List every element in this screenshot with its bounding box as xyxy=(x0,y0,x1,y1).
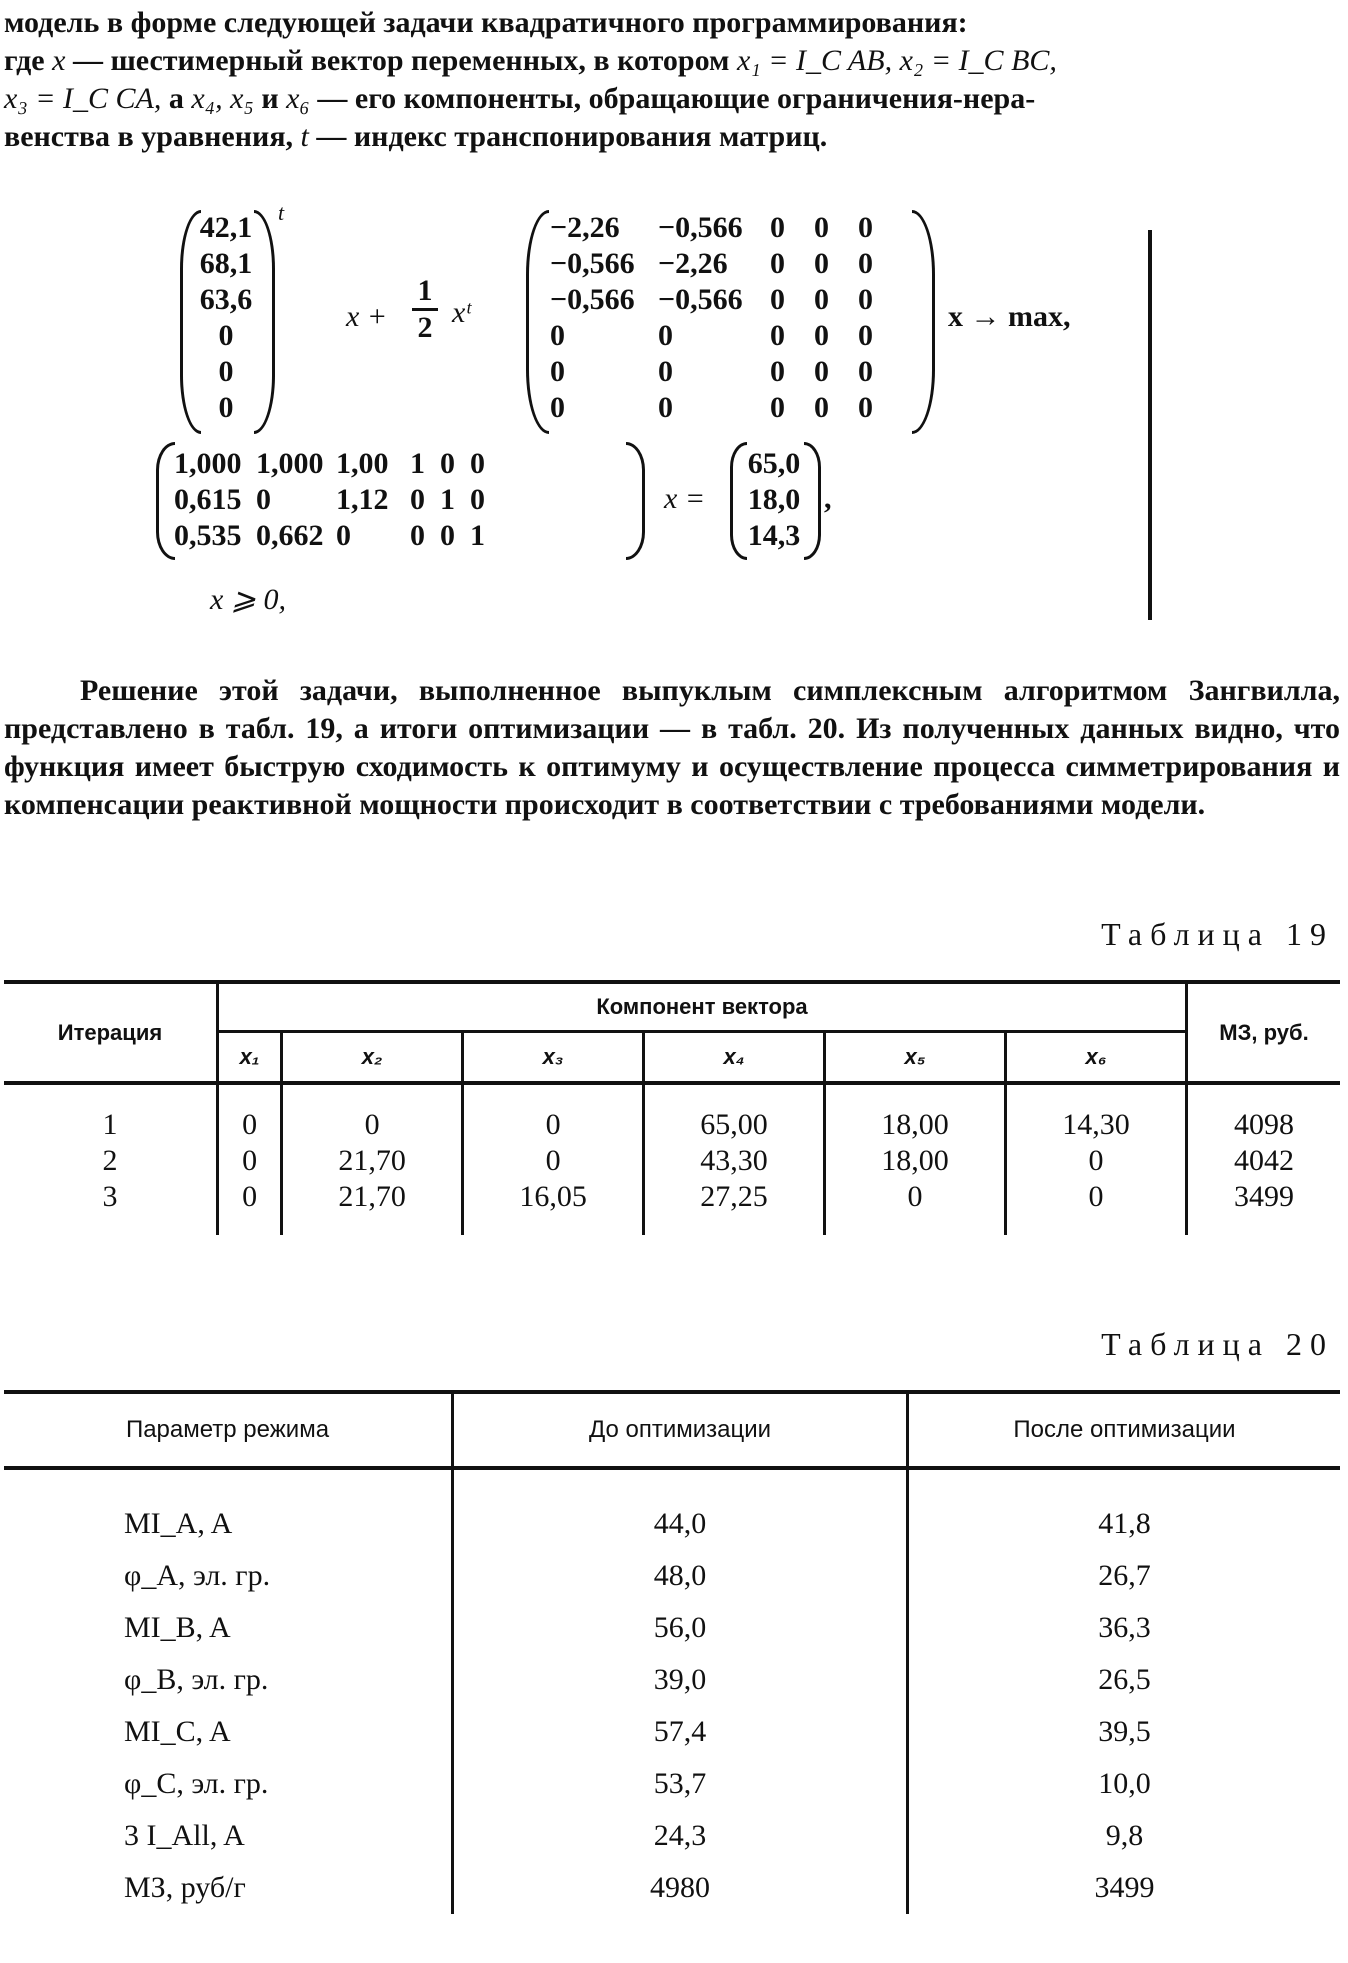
q-matrix-cell: −0,566 xyxy=(550,247,635,280)
t19-header-iteration: Итерация xyxy=(4,982,218,1083)
intro-line-4 xyxy=(4,118,1340,156)
t20-body xyxy=(4,1468,1340,1914)
t19-subheader-cell: x₂ xyxy=(282,1032,463,1084)
t20-cell: MI_A, A xyxy=(4,1468,453,1550)
q-matrix-cell: 0 xyxy=(770,211,785,244)
paragraph-text: Решение этой задачи, выполненное выпуклым симплексным алгоритмом Зангвилла, представлено в табл. 19, а итоги оптимизации — в табл. 20. Из полученных данных видно, что функция имеет быструю сходимость к оптимуму и осуществление процесса симметрирования и компенсации реактивной мощности происходит в соответствии с требованиями модели. xyxy=(4,674,1340,821)
t20-cell: MI_B, A xyxy=(4,1602,453,1654)
intro-l3e: x₆ xyxy=(286,82,310,115)
q-matrix-cell: 0 xyxy=(658,319,673,352)
c-vector-entry: 0 xyxy=(218,391,234,424)
t19-cell: 3 xyxy=(4,1179,218,1235)
q-matrix-row xyxy=(550,246,902,282)
q-matrix-cell: 0 xyxy=(858,211,873,244)
b-vector-right-paren xyxy=(804,442,821,560)
intro-l2b: x xyxy=(52,44,66,77)
a-matrix-right-paren xyxy=(626,442,645,560)
intro-l2a: где xyxy=(4,44,53,77)
a-matrix-row xyxy=(174,446,500,482)
t20-cell: 3 I_All, A xyxy=(4,1810,453,1862)
t19-cell: 27,25 xyxy=(644,1179,825,1235)
solution-paragraph xyxy=(4,672,1340,824)
q-matrix-cell: 0 xyxy=(550,355,565,388)
table19-caption: Таблица 19 xyxy=(1101,916,1334,952)
q-matrix-cell: 0 xyxy=(858,355,873,388)
a-matrix-cell: 0 xyxy=(440,447,455,480)
t20-cell: 3499 xyxy=(1094,1871,1155,1904)
intro-line-3 xyxy=(4,80,1340,118)
t20-cell: φ_B, эл. гр. xyxy=(4,1654,453,1706)
a-matrix-cell: 1 xyxy=(470,519,485,552)
intro-l4c: — индекс транспонирования матриц. xyxy=(308,120,828,153)
a-matrix-row xyxy=(174,482,500,518)
intro-l2c: — шестимерный вектор переменных, в котором xyxy=(65,44,737,77)
q-matrix-cell: 0 xyxy=(658,391,673,424)
t20-cell: МЗ, руб/г xyxy=(4,1862,453,1914)
q-matrix-cell: −0,566 xyxy=(658,211,743,244)
a-matrix-row xyxy=(174,518,500,554)
t19-cell: 16,05 xyxy=(463,1179,644,1235)
t20-header-before: До оптимизации xyxy=(453,1392,908,1468)
t19-cell: 18,00 xyxy=(825,1143,1006,1179)
a-matrix-cell: 1,12 xyxy=(336,483,389,516)
a-matrix-cell: 1,000 xyxy=(256,447,324,480)
c-vector-entry: 0 xyxy=(218,319,234,352)
t20-cell: 26,7 xyxy=(1098,1559,1151,1592)
intro-l2d: x₁ = I_C AB, x₂ = I_C BC, xyxy=(736,44,1057,77)
q-matrix-cell: 0 xyxy=(858,391,873,424)
t19-cell: 2 xyxy=(4,1143,218,1179)
q-matrix-left-paren xyxy=(526,210,549,434)
a-matrix-cell: 0 xyxy=(336,519,351,552)
t20-header-after: После оптимизации xyxy=(1013,1416,1236,1443)
q-matrix-cell: 0 xyxy=(814,319,829,352)
t19-subheader-cell: x₁ xyxy=(218,1032,282,1084)
a-matrix-cell: 1 xyxy=(440,483,455,516)
table-20 xyxy=(4,1390,1340,1914)
intro-l3c: x₄, x₅ xyxy=(191,82,254,115)
c-vector-entry: 63,6 xyxy=(199,283,253,316)
q-matrix-cell: 0 xyxy=(770,319,785,352)
q-matrix-cell: 0 xyxy=(770,247,785,280)
t20-cell: 57,4 xyxy=(453,1706,908,1758)
t19-cell: 3499 xyxy=(1234,1180,1294,1213)
t20-cell: 48,0 xyxy=(453,1550,908,1602)
nonnegativity: x ⩾ 0, xyxy=(210,583,286,616)
c-vector-entry: 68,1 xyxy=(199,247,253,280)
q-matrix-cell: −0,566 xyxy=(658,283,743,316)
a-matrix-cell: 1,000 xyxy=(174,447,242,480)
a-matrix-cell: 0 xyxy=(470,483,485,516)
half-fraction xyxy=(410,274,440,345)
table-row xyxy=(4,1654,1340,1706)
q-matrix-cell: 0 xyxy=(858,247,873,280)
q-matrix-cell: 0 xyxy=(814,283,829,316)
table-19 xyxy=(4,980,1340,1235)
table-row xyxy=(4,1143,1340,1179)
q-matrix-cell: 0 xyxy=(770,355,785,388)
objective: x → max, xyxy=(948,300,1071,333)
c-vector-right-paren xyxy=(254,210,275,434)
t19-subheader-cell: x₆ xyxy=(1006,1032,1187,1084)
t20-cell: φ_C, эл. гр. xyxy=(4,1758,453,1810)
t19-header-mz: МЗ, руб. xyxy=(1219,1019,1309,1045)
t19-cell: 0 xyxy=(463,1143,644,1179)
table-row xyxy=(4,1758,1340,1810)
q-matrix-cell: 0 xyxy=(814,211,829,244)
q-matrix-cell: −2,26 xyxy=(550,211,620,244)
t19-cell: 0 xyxy=(218,1179,282,1235)
t20-cell: 56,0 xyxy=(453,1602,908,1654)
a-matrix-cell: 1 xyxy=(410,447,425,480)
x-equals: x = xyxy=(664,482,706,515)
q-matrix-cell: 0 xyxy=(770,391,785,424)
t19-subheader-cell: x₅ xyxy=(825,1032,1006,1084)
table-row xyxy=(4,1810,1340,1862)
a-matrix-left-paren xyxy=(156,442,175,560)
t19-cell: 0 xyxy=(825,1179,1006,1235)
c-vector xyxy=(198,210,254,426)
t19-cell: 43,30 xyxy=(644,1143,825,1179)
intro-l4b: t xyxy=(300,120,309,153)
t19-cell: 65,00 xyxy=(644,1083,825,1143)
x-transpose: xᵗ xyxy=(452,296,471,329)
qp-formula xyxy=(170,200,1170,630)
t19-cell: 0 xyxy=(218,1143,282,1179)
t20-cell: 53,7 xyxy=(453,1758,908,1810)
t19-cell: 21,70 xyxy=(282,1143,463,1179)
t19-cell: 4098 xyxy=(1234,1108,1294,1141)
c-vector-entry: 42,1 xyxy=(199,211,253,244)
q-matrix-cell: 0 xyxy=(814,355,829,388)
half-denominator: 2 xyxy=(417,311,433,344)
intro-l3f: — его компоненты, обращающие ограничения-нера- xyxy=(309,82,1036,115)
t20-cell: 41,8 xyxy=(1098,1507,1151,1540)
t20-cell: 9,8 xyxy=(1105,1819,1144,1852)
t20-cell: 44,0 xyxy=(453,1468,908,1550)
q-matrix-cell: 0 xyxy=(550,391,565,424)
t19-subheader-cell: x₄ xyxy=(644,1032,825,1084)
q-matrix-cell: 0 xyxy=(814,391,829,424)
a-matrix-cell: 0 xyxy=(410,483,425,516)
t20-cell: MI_C, A xyxy=(4,1706,453,1758)
intro-l3a: x₃ = I_C CA, xyxy=(4,82,162,115)
t20-cell: φ_A, эл. гр. xyxy=(4,1550,453,1602)
q-matrix-row xyxy=(550,318,902,354)
c-vector-entry: 0 xyxy=(218,355,234,388)
q-matrix-cell: 0 xyxy=(550,319,565,352)
t19-cell: 18,00 xyxy=(825,1083,1006,1143)
a-matrix-cell: 0 xyxy=(410,519,425,552)
q-matrix-row xyxy=(550,390,902,426)
a-matrix-cell: 0,615 xyxy=(174,483,242,516)
t19-body xyxy=(4,1083,1340,1235)
t19-cell: 4042 xyxy=(1234,1144,1294,1177)
t20-cell: 24,3 xyxy=(453,1810,908,1862)
q-matrix-cell: −2,26 xyxy=(658,247,728,280)
t19-cell: 0 xyxy=(1006,1179,1187,1235)
transpose-sign: t xyxy=(278,200,285,225)
table20-caption: Таблица 20 xyxy=(1101,1326,1334,1362)
a-matrix-cell: 0 xyxy=(440,519,455,552)
intro-line-2 xyxy=(4,42,1340,80)
intro-l3d: и xyxy=(253,82,287,115)
q-matrix-row xyxy=(550,282,902,318)
system-brace xyxy=(1148,230,1152,620)
intro-l3b: а xyxy=(161,82,192,115)
half-numerator: 1 xyxy=(417,274,433,307)
intro-text xyxy=(4,4,1340,156)
a-matrix-cell: 0,535 xyxy=(174,519,242,552)
b-vector xyxy=(744,446,804,554)
q-matrix-cell: 0 xyxy=(770,283,785,316)
q-matrix-cell: 0 xyxy=(814,247,829,280)
t19-header-component: Компонент вектора xyxy=(218,982,1187,1032)
x-plus: x + xyxy=(346,300,388,333)
t20-cell: 39,0 xyxy=(453,1654,908,1706)
q-matrix-cell: 0 xyxy=(858,283,873,316)
q-matrix-row xyxy=(550,210,902,246)
t20-cell: 4980 xyxy=(453,1862,908,1914)
table-row xyxy=(4,1862,1340,1914)
t19-cell: 0 xyxy=(1006,1143,1187,1179)
table-row xyxy=(4,1083,1340,1143)
a-matrix-cell: 0 xyxy=(470,447,485,480)
q-matrix-row xyxy=(550,354,902,390)
t19-cell: 0 xyxy=(218,1083,282,1143)
table-row xyxy=(4,1550,1340,1602)
q-matrix-cell: −0,566 xyxy=(550,283,635,316)
t20-cell: 10,0 xyxy=(1098,1767,1151,1800)
intro-l4a: венства в уравнения, xyxy=(4,120,301,153)
table-row xyxy=(4,1706,1340,1758)
intro-line-1: модель в форме следующей задачи квадратичного программирования: xyxy=(4,6,968,39)
t19-cell: 21,70 xyxy=(282,1179,463,1235)
a-matrix-cell: 0,662 xyxy=(256,519,324,552)
b-vector-entry: 14,3 xyxy=(747,519,801,552)
t19-cell: 1 xyxy=(4,1083,218,1143)
q-matrix-cell: 0 xyxy=(858,319,873,352)
a-matrix-cell: 0 xyxy=(256,483,271,516)
q-matrix-right-paren xyxy=(912,210,935,434)
table-row xyxy=(4,1602,1340,1654)
t19-cell: 0 xyxy=(282,1083,463,1143)
t19-cell: 0 xyxy=(463,1083,644,1143)
t19-subheader-cell: x₃ xyxy=(463,1032,644,1084)
b-vector-entry: 65,0 xyxy=(747,447,801,480)
t20-header-param: Параметр режима xyxy=(4,1392,453,1468)
t20-cell: 36,3 xyxy=(1098,1611,1151,1644)
table-row xyxy=(4,1468,1340,1550)
formula-comma: , xyxy=(824,482,832,515)
q-matrix-cell: 0 xyxy=(658,355,673,388)
b-vector-entry: 18,0 xyxy=(747,483,801,516)
t20-cell: 26,5 xyxy=(1098,1663,1151,1696)
t19-cell: 14,30 xyxy=(1006,1083,1187,1143)
t20-cell: 39,5 xyxy=(1098,1715,1151,1748)
table-row xyxy=(4,1179,1340,1235)
a-matrix-cell: 1,00 xyxy=(336,447,389,480)
